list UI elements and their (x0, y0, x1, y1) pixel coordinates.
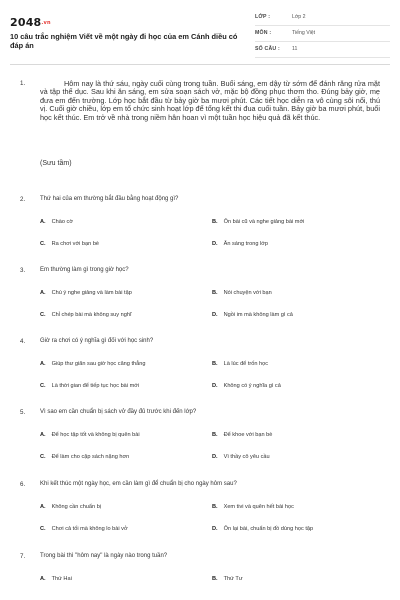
option-c[interactable] (40, 454, 129, 460)
option-letter: A. (40, 432, 46, 438)
option-text: Ôn lại bài, chuẩn bị đồ dùng học tập (223, 526, 314, 532)
option-letter: D. (212, 383, 218, 389)
meta-value-class: Lớp 2 (292, 14, 306, 20)
site-logo[interactable] (10, 16, 51, 29)
option-a[interactable] (40, 219, 73, 225)
option-d[interactable] (212, 383, 281, 389)
option-text: Để làm cho cặp sách nặng hơn (51, 454, 130, 460)
option-text: Chơi cả tối mà không lo bài vở (51, 526, 128, 532)
question-text: Giờ ra chơi có ý nghĩa gì đối với học sinh? (40, 338, 154, 344)
passage-text: Hôm nay là thứ sáu, ngày cuối cùng trong tuần. Buổi sáng, em dậy từ sớm để đánh răng rửa mặt và tập thể dục. Sau khi ăn sáng, em sửa soạn sách vở, mặc bộ đồng phục thơm tho. Đúng bảy giờ, mẹ đưa em đến trường. Lớp học bắt đầu từ bảy giờ ba mươi phút. Các tiết học diễn ra vô cùng sôi nổi, thú vị. Cuối giờ chiều, lớp em tổ chức sinh hoạt lớp để tổng kết thi đua cuối tuần. Bảy giờ ba mươi phút, buổi học kết thúc. Em trở về nhà trong niềm hân hoan vì một tuần học hiệu quả đã kết thúc. (40, 79, 380, 122)
question-number: 4. (20, 338, 26, 345)
option-c[interactable] (40, 526, 128, 532)
option-text: Để khoe với bạn bè (223, 432, 273, 438)
question-text: Vì sao em cần chuẩn bị sách vở đầy đủ trước khi đến lớp? (40, 409, 197, 415)
option-text: Để học tập tốt và không bị quên bài (51, 432, 140, 438)
logo-main: 2048 (10, 16, 42, 29)
option-text: Xem tivi và quên hết bài học (223, 504, 294, 510)
option-letter: C. (40, 454, 46, 460)
header-divider (10, 64, 390, 65)
option-d[interactable] (212, 241, 268, 247)
option-c[interactable] (40, 241, 99, 247)
option-c[interactable] (40, 312, 132, 318)
option-d[interactable] (212, 526, 313, 532)
option-letter: D. (212, 241, 218, 247)
option-text: Không cần chuẩn bị (51, 504, 102, 510)
question-number: 7. (20, 553, 26, 560)
option-c[interactable] (40, 383, 139, 389)
option-letter: A. (40, 290, 46, 296)
question-text: Trong bài thì "hôm nay" là ngày nào trong tuần? (40, 553, 168, 559)
question-number: 5. (20, 409, 26, 416)
meta-value-subject: Tiếng Việt (292, 30, 316, 36)
option-text: Nói chuyện với bạn (223, 290, 272, 296)
option-text: Không có ý nghĩa gì cả (223, 383, 281, 389)
passage-number: 1. (20, 80, 26, 87)
option-a[interactable] (40, 290, 132, 296)
meta-row-subject (255, 26, 390, 42)
option-text: Ôn bài cũ và nghe giảng bài mới (223, 219, 305, 225)
option-text: Giúp thư giãn sau giờ học căng thẳng (51, 361, 146, 367)
option-letter: A. (40, 576, 46, 582)
option-letter: C. (40, 383, 46, 389)
option-letter: B. (212, 432, 218, 438)
option-letter: D. (212, 454, 218, 460)
option-b[interactable] (212, 290, 272, 296)
option-text: Là lúc để trốn học (223, 361, 269, 367)
option-b[interactable] (212, 361, 268, 367)
option-text: Thứ Hai (51, 576, 72, 582)
option-letter: C. (40, 526, 46, 532)
option-letter: B. (212, 219, 218, 225)
meta-row-class (255, 10, 390, 26)
option-text: Là thời gian để tiếp tục học bài mới (51, 383, 140, 389)
option-letter: D. (212, 312, 218, 318)
option-text: Chú ý nghe giảng và làm bài tập (51, 290, 132, 296)
option-text: Thứ Tư (223, 576, 243, 582)
meta-label-class: LỚP : (255, 14, 271, 20)
meta-row-count (255, 42, 390, 58)
question-text: Khi kết thúc một ngày học, em cần làm gì để chuẩn bị cho ngày hôm sau? (40, 481, 237, 487)
option-letter: A. (40, 504, 46, 510)
option-text: Vì thầy cô yêu cầu (223, 454, 270, 460)
option-d[interactable] (212, 312, 293, 318)
question-number: 2. (20, 196, 26, 203)
option-letter: C. (40, 312, 46, 318)
option-text: Ra chơi với bạn bè (51, 241, 100, 247)
option-letter: A. (40, 219, 46, 225)
page-title: 10 câu trắc nghiệm Viết về một ngày đi học của em Cánh diều có đáp án (10, 32, 238, 51)
option-letter: B. (212, 576, 218, 582)
option-b[interactable] (212, 576, 242, 582)
option-a[interactable] (40, 504, 101, 510)
option-text: Chỉ chép bài mà không suy nghĩ (51, 312, 132, 318)
meta-label-count: SỐ CÂU : (255, 46, 280, 52)
option-letter: A. (40, 361, 46, 367)
option-text: Ăn sáng trong lớp (223, 241, 268, 247)
option-letter: C. (40, 241, 46, 247)
option-letter: B. (212, 504, 218, 510)
option-text: Chào cờ (51, 219, 73, 225)
question-number: 6. (20, 481, 26, 488)
option-b[interactable] (212, 504, 294, 510)
option-a[interactable] (40, 432, 140, 438)
option-b[interactable] (212, 219, 304, 225)
meta-info (255, 10, 390, 58)
meta-value-count: 11 (292, 46, 298, 52)
document-header (10, 10, 390, 62)
meta-label-subject: MÔN : (255, 30, 272, 36)
option-letter: B. (212, 290, 218, 296)
question-text: Em thường làm gì trong giờ học? (40, 267, 129, 273)
question-text: Thứ hai của em thường bắt đầu bằng hoạt động gì? (40, 196, 179, 202)
option-d[interactable] (212, 454, 270, 460)
question-number: 3. (20, 267, 26, 274)
option-text: Ngồi im mà không làm gì cả (223, 312, 293, 318)
logo-suffix: .vn (41, 20, 51, 26)
option-letter: D. (212, 526, 218, 532)
option-a[interactable] (40, 361, 145, 367)
option-letter: B. (212, 361, 218, 367)
option-a[interactable] (40, 576, 72, 582)
passage-source: (Sưu tầm) (40, 160, 72, 167)
option-b[interactable] (212, 432, 272, 438)
